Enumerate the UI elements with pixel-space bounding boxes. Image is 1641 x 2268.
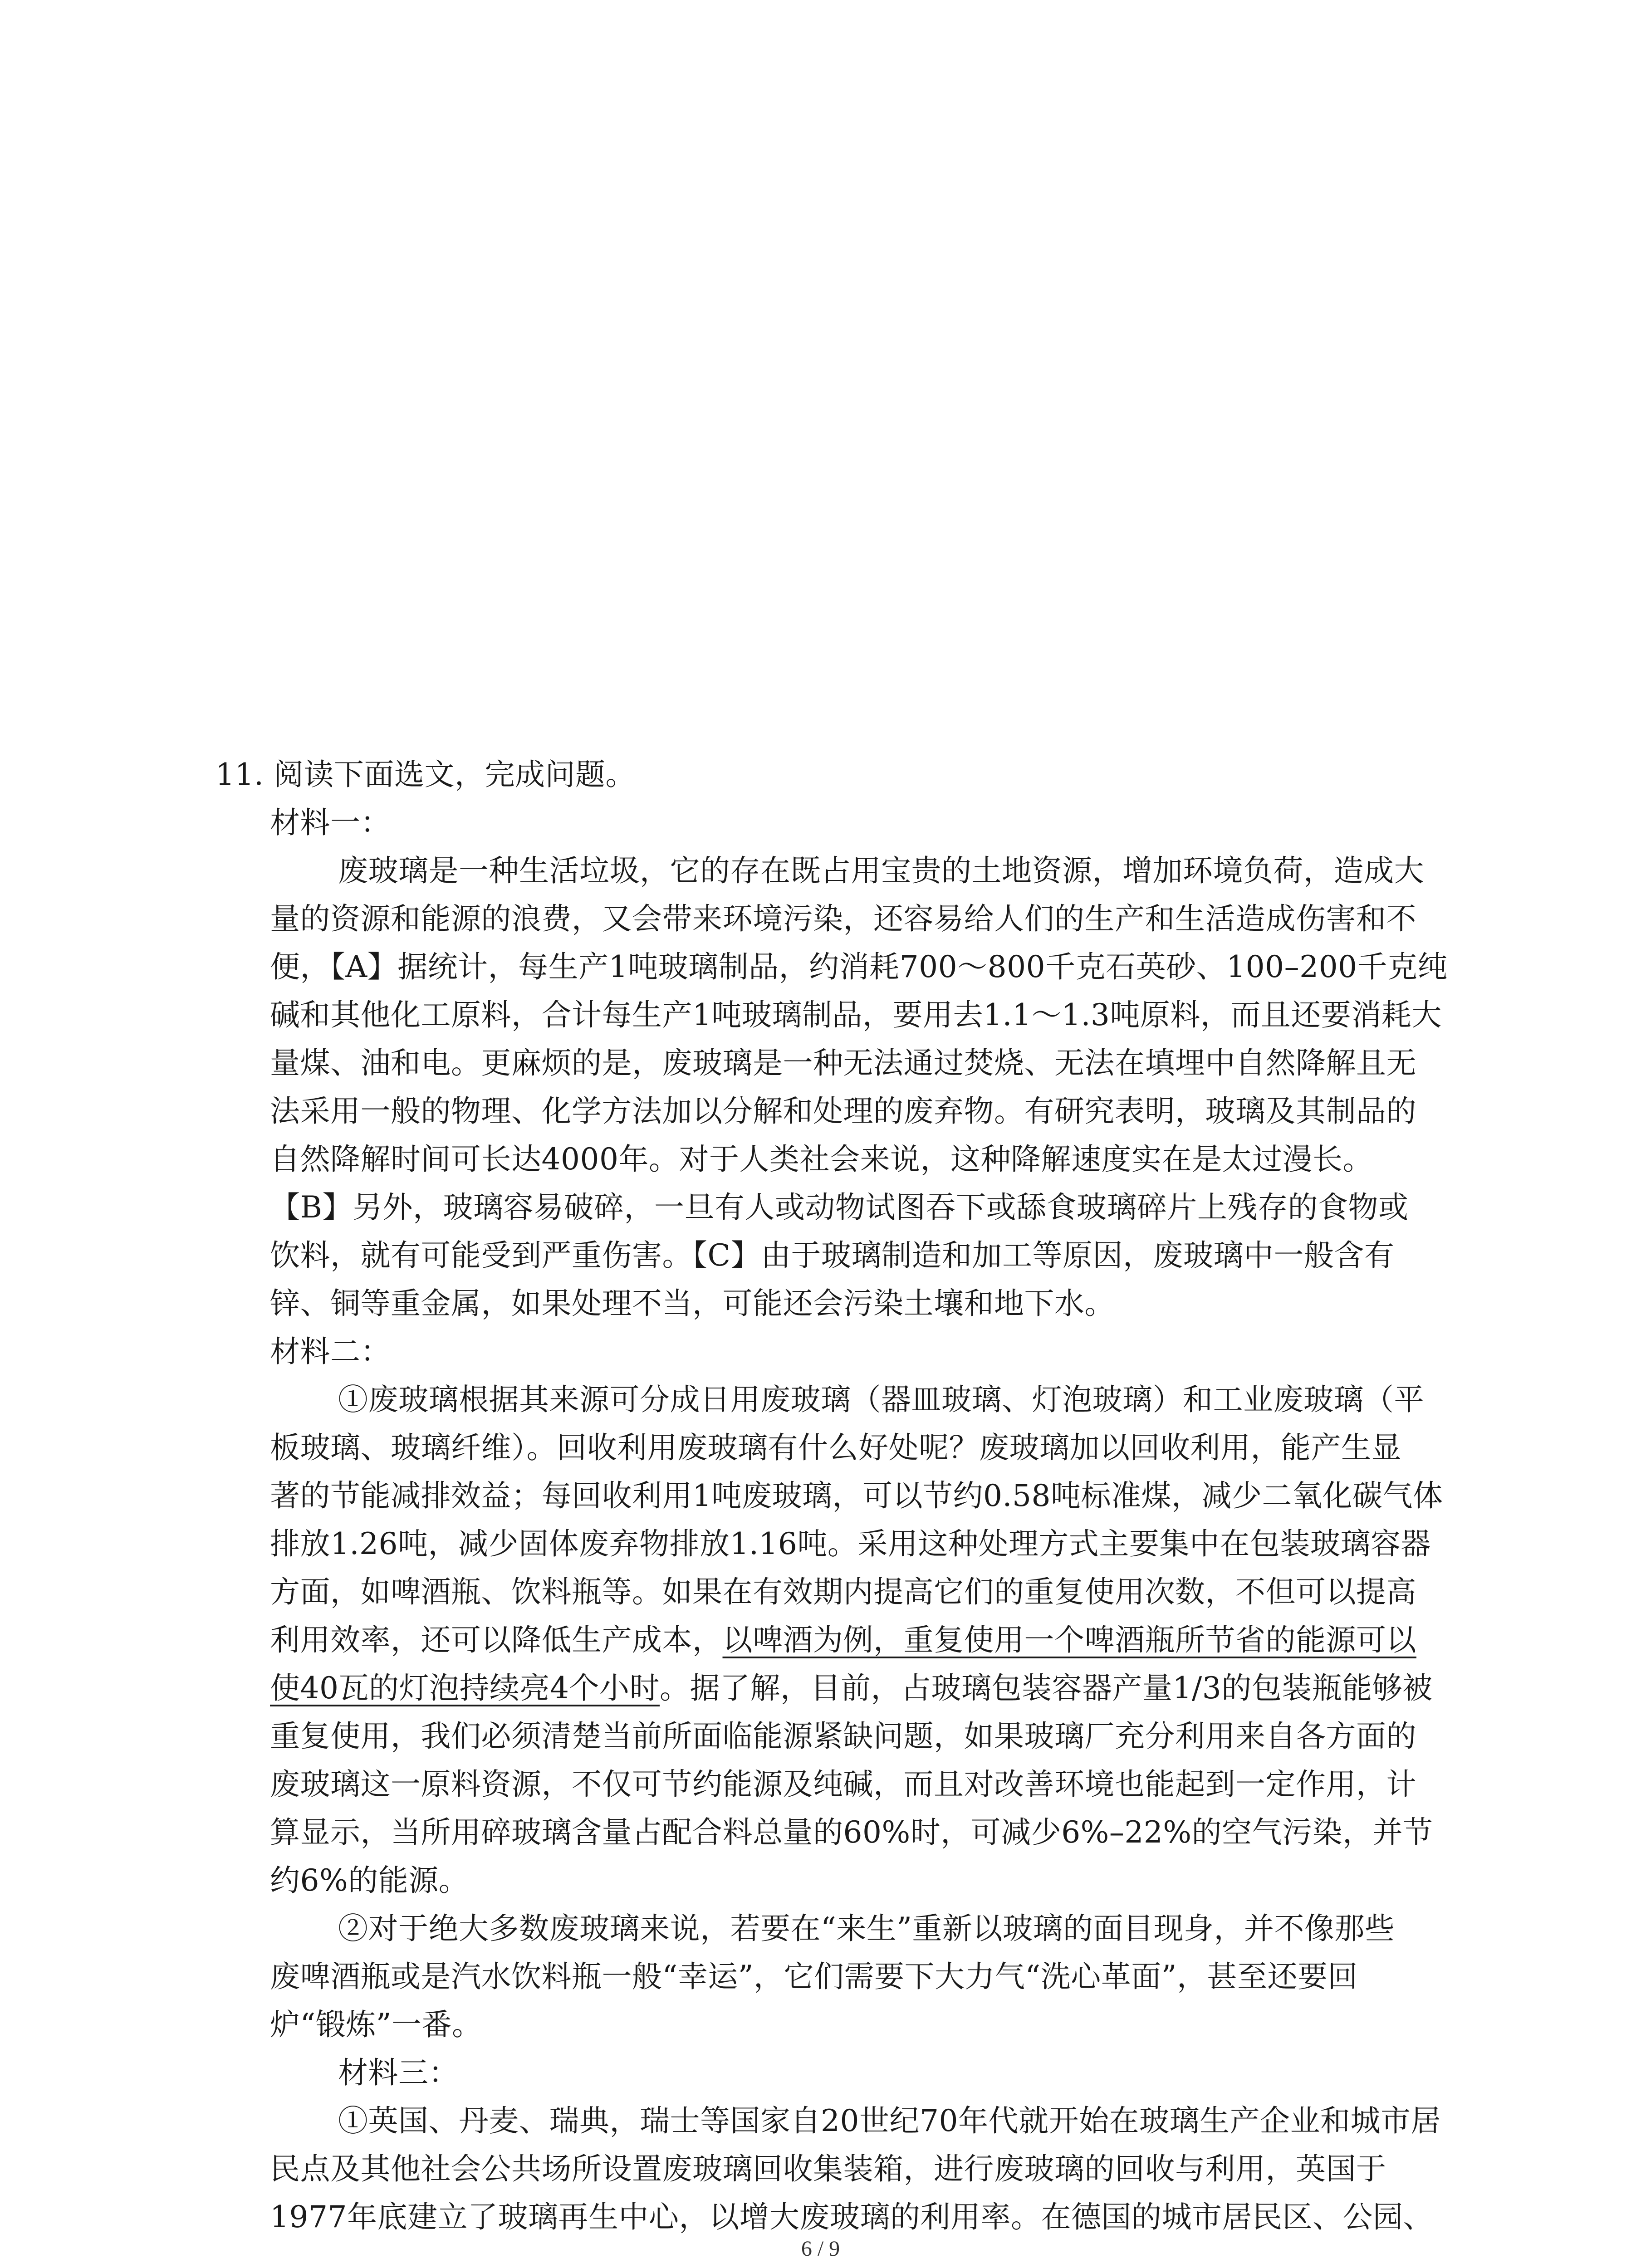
material2-line: 重复使用，我们必须清楚当前所面临能源紧缺问题，如果玻璃厂充分利用来自各方面的: [270, 1719, 1416, 1754]
underlined-sentence: 以啤酒为例，重复使用一个啤酒瓶所节省的能源可以: [722, 1623, 1416, 1657]
material1-line: 量煤、油和电。更麻烦的是，废玻璃是一种无法通过焚烧、无法在填埋中自然降解且无: [270, 1046, 1416, 1080]
material3-line: 1977年底建立了玻璃再生中心，以增大废玻璃的利用率。在德国的城市居民区、公园、: [270, 2200, 1433, 2234]
plain-text: 利用效率，还可以降低生产成本，: [270, 1623, 723, 1657]
material1-line: 废玻璃是一种生活垃圾，它的存在既占用宝贵的土地资源，增加环境负荷，造成大: [338, 853, 1424, 888]
underlined-sentence: 使40瓦的灯泡持续亮4个小时: [270, 1671, 660, 1706]
material1-line: 锌、铜等重金属，如果处理不当，可能还会污染土壤和地下水。: [270, 1286, 1115, 1321]
material2-line: 排放1.26吨，减少固体废弃物排放1.16吨。采用这种处理方式主要集中在包装玻璃容器: [270, 1526, 1431, 1561]
material2-line: 约6%的能源。: [270, 1863, 469, 1898]
material2-heading: 材料二：: [270, 1334, 391, 1369]
question-prompt: 阅读下面选文，完成问题。: [273, 757, 636, 792]
plain-text: 。据了解，目前，占玻璃包装容器产量1/3的包装瓶能够被: [659, 1671, 1433, 1706]
material3-line: ①英国、丹麦、瑞典，瑞士等国家自20世纪70年代就开始在玻璃生产企业和城市居: [338, 2103, 1441, 2138]
material2-line: [216, 1664, 1440, 1712]
material1-line: 自然降解时间可长达4000年。对于人类社会来说，这种降解速度实在是太过漫长。: [270, 1142, 1373, 1177]
material2-line: 算显示，当所用碎玻璃含量占配合料总量的60%时，可减少6%–22%的空气污染，并节: [270, 1815, 1433, 1850]
material3-line: 民点及其他社会公共场所设置废玻璃回收集装箱，进行废玻璃的回收与利用，英国于: [270, 2151, 1386, 2186]
material1-line: 碱和其他化工原料，合计每生产1吨玻璃制品，要用去1.1～1.3吨原料，而且还要消耗大: [270, 997, 1442, 1032]
material2-line: 方面，如啤酒瓶、饮料瓶等。如果在有效期内提高它们的重复使用次数，不但可以提高: [270, 1574, 1416, 1609]
document-body: [216, 751, 1448, 2241]
material3-heading: 材料三：: [338, 2055, 459, 2090]
material2-line: 废玻璃这一原料资源，不仅可节约能源及纯碱，而且对改善环境也能起到一定作用，计: [270, 1767, 1416, 1802]
material2-line: 废啤酒瓶或是汽水饮料瓶一般“幸运”，它们需要下大力气“洗心革面”，甚至还要回: [270, 1959, 1358, 1994]
material1-line: 法采用一般的物理、化学方法加以分解和处理的废弃物。有研究表明，玻璃及其制品的: [270, 1094, 1416, 1129]
material2-line: 著的节能减排效益；每回收利用1吨废玻璃，可以节约0.58吨标准煤，减少二氧化碳气体: [270, 1478, 1443, 1513]
material2-line: [216, 1616, 1440, 1664]
material2-line: ①废玻璃根据其来源可分成日用废玻璃（器皿玻璃、灯泡玻璃）和工业废玻璃（平: [338, 1382, 1424, 1417]
question-number: 11.: [216, 757, 264, 792]
question-title: [216, 751, 1440, 799]
material2-line: 炉“锻炼”一番。: [270, 2007, 482, 2042]
material2-line: 板玻璃、玻璃纤维）。回收利用废玻璃有什么好处呢？废玻璃加以回收利用，能产生显: [270, 1430, 1401, 1465]
material1-heading: 材料一：: [270, 805, 391, 840]
material1-line: 便，【A】据统计，每生产1吨玻璃制品，约消耗700～800千克石英砂、100–200千克纯: [270, 949, 1448, 984]
material1-line: 饮料，就有可能受到严重伤害。【C】由于玻璃制造和加工等原因，废玻璃中一般含有: [270, 1238, 1395, 1273]
material1-line: 量的资源和能源的浪费，又会带来环境污染，还容易给人们的生产和生活造成伤害和不: [270, 901, 1416, 936]
page-number: 6 / 9: [801, 2237, 840, 2261]
material2-line: ②对于绝大多数废玻璃来说，若要在“来生”重新以玻璃的面目现身，并不像那些: [338, 1911, 1395, 1946]
material1-line: 【B】另外，玻璃容易破碎，一旦有人或动物试图吞下或舔食玻璃碎片上残存的食物或: [270, 1190, 1409, 1225]
